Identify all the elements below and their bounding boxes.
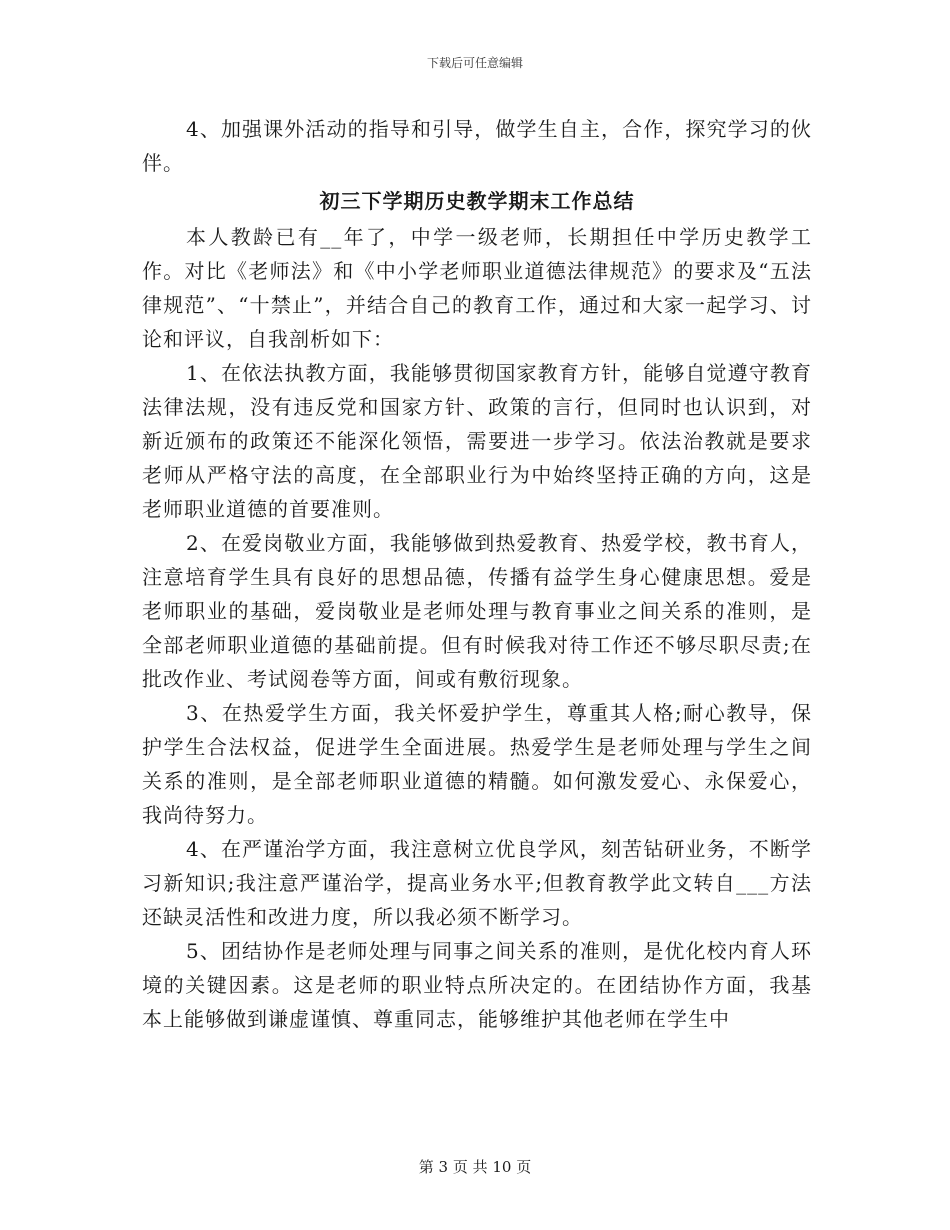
paragraph-5: 5、团结协作是老师处理与同事之间关系的准则，是优化校内育人环境的关键因素。这是老师的职业特点所决定的。在团结协作方面，我基本上能够做到谦虚谨慎、尊重同志，能够维护其他老师在学生中 xyxy=(142,939,812,1031)
paragraph-1: 1、在依法执教方面，我能够贯彻国家教育方针，能够自觉遵守教育法律法规，没有违反党和国家方针、政策的言行，但同时也认识到，对新近颁布的政策还不能深化领悟，需要进一步学习。依法治教就是要求老师从严格守法的高度，在全部职业行为中始终坚持正确的方向，这是老师职业道德的首要准则。 xyxy=(142,361,812,521)
document-title: 初三下学期历史教学期末工作总结 xyxy=(319,189,635,213)
document-body xyxy=(142,112,812,1036)
paragraph-3: 3、在热爱学生方面，我关怀爱护学生，尊重其人格;耐心教导，保护学生合法权益，促进学生全面进展。热爱学生是老师处理与学生之间关系的准则，是全部老师职业道德的精髓。如何激发爱心、永保爱心，我尚待努力。 xyxy=(142,701,812,827)
paragraph-2: 2、在爱岗敬业方面，我能够做到热爱教育、热爱学校，教书育人，注意培育学生具有良好的思想品德，传播有益学生身心健康思想。爱是老师职业的基础，爱岗敬业是老师处理与教育事业之间关系的准则，是全部老师职业道德的基础前提。但有时候我对待工作还不够尽职尽责;在批改作业、考试阅卷等方面，间或有敷衍现象。 xyxy=(142,531,812,691)
header-note: 下载后可任意编辑 xyxy=(426,56,523,70)
page-number: 第 3 页 共 10 页 xyxy=(418,1158,532,1176)
paragraph-4: 4、在严谨治学方面，我注意树立优良学风，刻苦钻研业务，不断学习新知识;我注意严谨治学，提高业务水平;但教育教学此文转自___方法还缺灵活性和改进力度，所以我必须不断学习。 xyxy=(142,837,812,929)
paragraph-intro: 本人教龄已有__年了，中学一级老师，长期担任中学历史教学工作。对比《老师法》和《中小学老师职业道德法律规范》的要求及“五法律规范”、“十禁止”，并结合自己的教育工作，通过和大家一起学习、讨论和评议，自我剖析如下： xyxy=(142,225,812,351)
paragraph-item-4: 4、加强课外活动的指导和引导，做学生自主，合作，探究学习的伙伴。 xyxy=(142,117,812,175)
